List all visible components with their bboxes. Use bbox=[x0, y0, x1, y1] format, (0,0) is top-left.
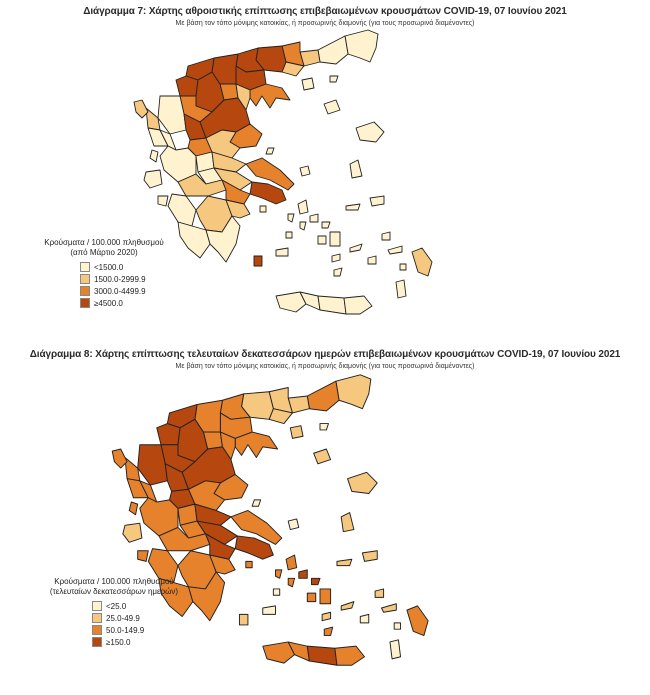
map-legend bbox=[34, 577, 194, 649]
crete bbox=[263, 642, 365, 665]
legend-label: ≥150.0 bbox=[106, 637, 131, 647]
island-paros bbox=[307, 593, 315, 601]
legend-item bbox=[80, 274, 164, 284]
region-chalkidiki bbox=[250, 84, 290, 108]
island-tinos bbox=[299, 570, 307, 578]
island-tinos bbox=[310, 214, 318, 222]
crete-heraklion bbox=[318, 296, 346, 314]
island-ikaria bbox=[337, 559, 352, 565]
legend-item bbox=[92, 601, 194, 611]
region-rodopi bbox=[307, 381, 339, 411]
island-ios bbox=[332, 254, 340, 262]
island-corfu bbox=[134, 100, 148, 118]
island-chios bbox=[350, 160, 362, 178]
island-zakynthos bbox=[138, 551, 149, 562]
island-naxos bbox=[330, 232, 340, 246]
legend-item bbox=[80, 298, 164, 308]
island-kefalonia bbox=[123, 523, 142, 542]
legend-swatch bbox=[80, 274, 90, 284]
island-karpathos bbox=[396, 280, 406, 298]
island-paros bbox=[318, 236, 326, 244]
legend-subtitle: (από Μάρτιο 2020) bbox=[70, 248, 138, 257]
island-amorgos bbox=[350, 244, 362, 252]
aegean-islands bbox=[239, 424, 428, 659]
island-syros bbox=[300, 222, 306, 230]
island-tilos bbox=[400, 264, 406, 270]
legend-swatch bbox=[92, 637, 102, 647]
island-samos bbox=[362, 551, 377, 562]
island-rhodes bbox=[407, 606, 428, 636]
region-kastoria bbox=[157, 424, 180, 445]
legend-label: ≥4500.0 bbox=[94, 298, 123, 308]
island-kos bbox=[381, 604, 396, 612]
island-ikaria bbox=[346, 204, 360, 210]
island-ios bbox=[322, 612, 330, 620]
island-kythira bbox=[239, 614, 247, 625]
legend-item bbox=[92, 625, 194, 635]
island-zakynthos bbox=[158, 196, 168, 206]
island-skopelos bbox=[266, 148, 274, 154]
legend-label: <1500.0 bbox=[94, 262, 124, 272]
legend-label: 1500.0-2999.9 bbox=[94, 274, 146, 284]
island-milos bbox=[263, 606, 276, 614]
island-syros bbox=[288, 578, 294, 586]
island-aegina bbox=[246, 561, 252, 567]
island-serifos bbox=[286, 232, 292, 238]
legend-item bbox=[92, 637, 194, 647]
island-mykonos bbox=[312, 578, 320, 584]
crete-lasithi bbox=[335, 646, 365, 665]
legend-swatch bbox=[80, 262, 90, 272]
island-kythira bbox=[254, 256, 262, 266]
legend-label: 25.0-49.9 bbox=[106, 613, 140, 623]
legend-item bbox=[80, 262, 164, 272]
island-kalymnos bbox=[382, 232, 390, 240]
island-samos bbox=[370, 196, 384, 206]
island-kalymnos bbox=[375, 589, 383, 597]
map-legend bbox=[44, 238, 164, 310]
island-kea bbox=[275, 570, 281, 578]
island-corfu bbox=[112, 449, 127, 468]
legend-swatch bbox=[92, 601, 102, 611]
legend-label: <25.0 bbox=[106, 601, 127, 611]
island-kea bbox=[288, 214, 294, 222]
legend-title: Κρούσματα / 100.000 πληθυσμού bbox=[54, 577, 174, 586]
crete bbox=[276, 292, 372, 314]
legend-swatch bbox=[92, 613, 102, 623]
island-serifos bbox=[273, 589, 279, 595]
island-samothrace bbox=[320, 424, 328, 430]
island-andros bbox=[298, 200, 308, 214]
island-andros bbox=[286, 555, 297, 570]
region-evros bbox=[345, 30, 378, 62]
island-santorini bbox=[334, 268, 342, 276]
island-lefkada bbox=[150, 150, 158, 162]
island-aegina bbox=[260, 206, 266, 212]
legend-swatch bbox=[80, 298, 90, 308]
island-karpathos bbox=[390, 640, 401, 659]
island-milos bbox=[276, 248, 288, 256]
island-tilos bbox=[394, 623, 400, 629]
legend-subtitle: (τελευταίων δεκατεσσάρων ημερών) bbox=[49, 587, 179, 596]
island-samothrace bbox=[330, 76, 338, 82]
map-title: Διάγραμμα 8: Χάρτης επίπτωσης τελευταίων δεκατεσσάρων ημερών επιβεβαιωμένων κρουσμάτων COVID-19, 07 Ιουνίου 2021 bbox=[29, 349, 621, 360]
region-chalkidiki bbox=[235, 432, 277, 457]
island-rhodes bbox=[412, 248, 432, 276]
legend-swatch bbox=[80, 286, 90, 296]
island-mykonos bbox=[322, 222, 330, 228]
legend-label: 3000.0-4499.9 bbox=[94, 286, 146, 296]
map-subtitle: Με βάση τον τόπο μόνιμης κατοικίας, ή προσωρινής διαμονής (για τους προσωρινά διαμένοντες) bbox=[175, 20, 475, 27]
region-evros bbox=[336, 375, 371, 409]
island-thasos bbox=[290, 426, 303, 439]
island-lefkada bbox=[129, 502, 137, 515]
map-title: Διάγραμμα 7: Χάρτης αθροιστικής επίπτωσης επιβεβαιωμένων κρουσμάτων COVID-19, 07 Ιουνίου 2021 bbox=[83, 6, 567, 17]
island-santorini bbox=[324, 627, 332, 635]
island-astypalaia bbox=[360, 614, 368, 622]
map-subtitle: Με βάση τον τόπο μόνιμης κατοικίας, ή προσωρινής διαμονής (για τους προσωρινά διαμένοντες) bbox=[175, 363, 475, 370]
legend-item bbox=[80, 286, 164, 296]
mainland-regions bbox=[146, 30, 378, 262]
island-lesvos bbox=[356, 122, 384, 142]
island-astypalaia bbox=[368, 256, 376, 264]
region-rodopi bbox=[318, 36, 348, 64]
island-limnos bbox=[314, 449, 331, 464]
map-panel-cumulative bbox=[0, 0, 650, 340]
map-panel-14-day bbox=[0, 345, 650, 695]
legend-swatch bbox=[92, 625, 102, 635]
island-skyros bbox=[288, 519, 299, 530]
legend-title: Κρούσματα / 100.000 πληθυσμού bbox=[44, 238, 164, 247]
region-kastoria bbox=[176, 76, 198, 96]
crete-lasithi bbox=[344, 296, 372, 314]
island-limnos bbox=[324, 100, 340, 114]
island-thasos bbox=[302, 78, 314, 90]
island-skopelos bbox=[252, 500, 260, 506]
island-naxos bbox=[320, 589, 331, 604]
crete-heraklion bbox=[307, 646, 337, 665]
island-kos bbox=[388, 246, 402, 254]
region-ilia bbox=[168, 194, 196, 226]
island-skyros bbox=[300, 166, 310, 176]
legend-item bbox=[92, 613, 194, 623]
aegean-islands bbox=[254, 76, 432, 298]
legend-label: 50.0-149.9 bbox=[106, 625, 145, 635]
island-chios bbox=[341, 513, 354, 532]
island-lesvos bbox=[348, 472, 378, 493]
island-amorgos bbox=[341, 602, 354, 610]
island-kefalonia bbox=[144, 170, 162, 188]
